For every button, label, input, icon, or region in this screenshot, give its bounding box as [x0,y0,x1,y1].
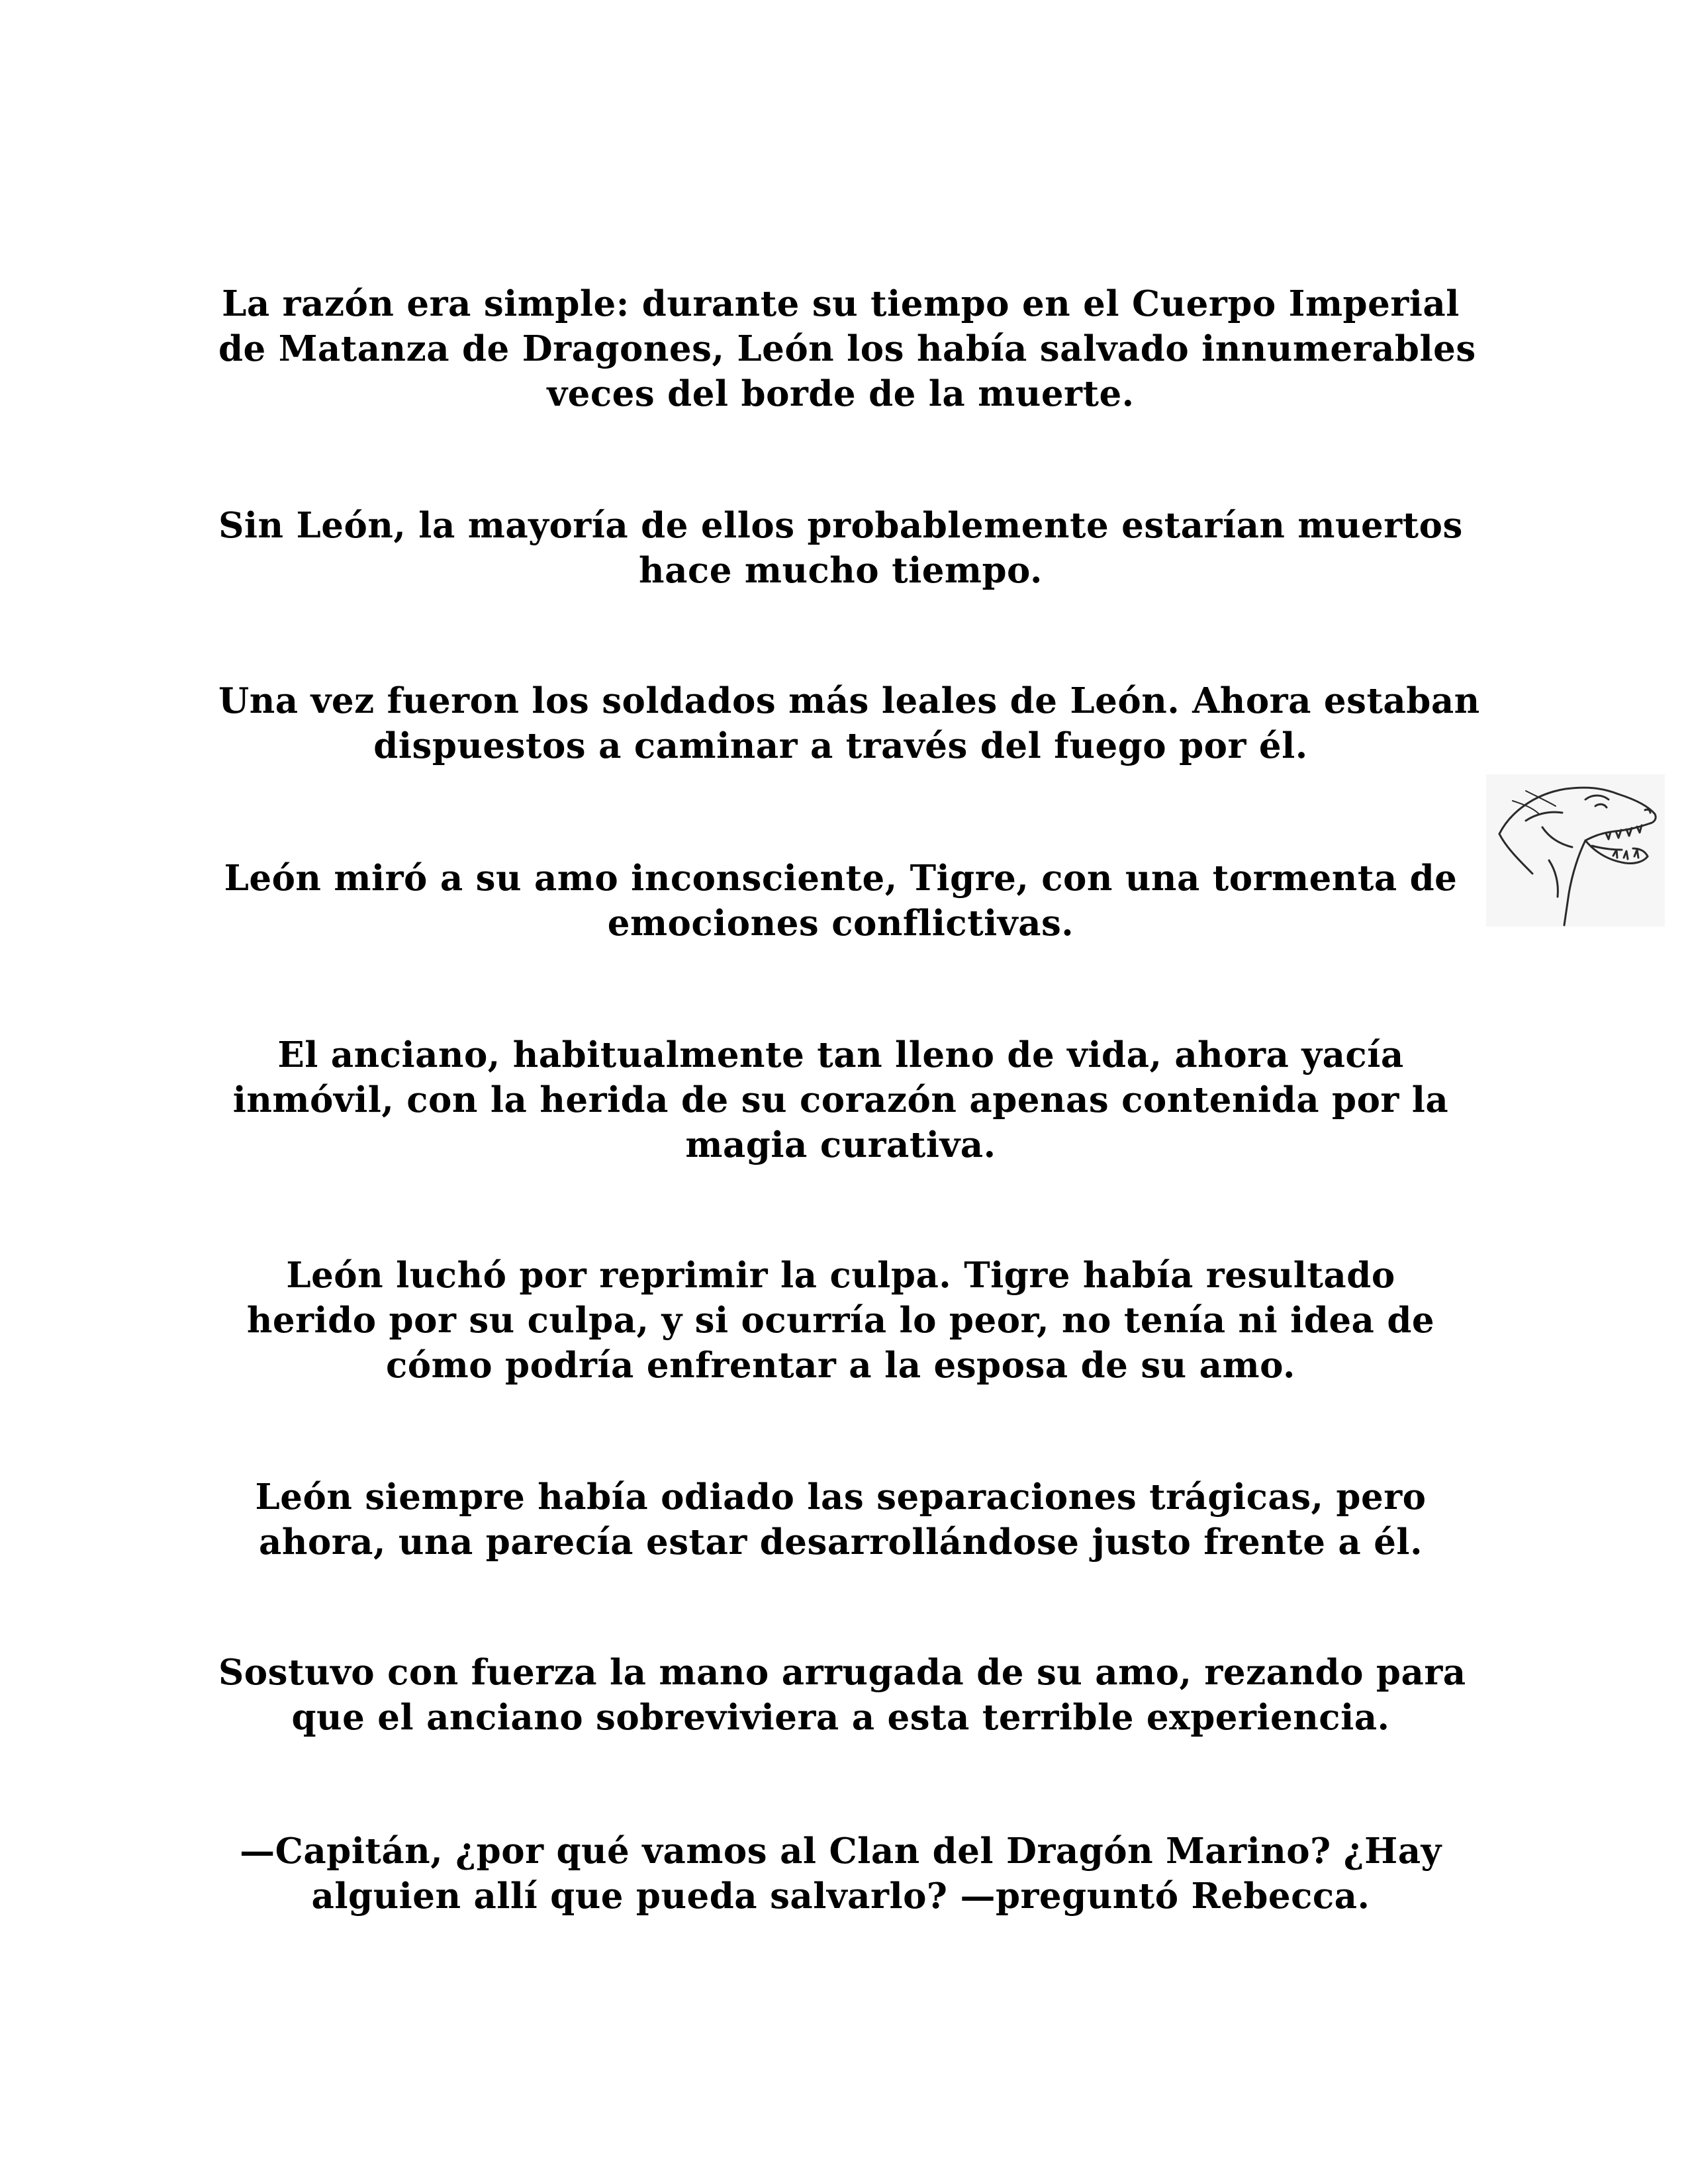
paragraph-line: dispuestos a caminar a través del fuego por él. [373,725,1308,766]
paragraph-6 [218,1253,1463,1388]
paragraph-line: León luchó por reprimir la culpa. Tigre había resultado [286,1255,1395,1296]
paragraph-1 [218,281,1476,416]
paragraph-line: hace mucho tiempo. [639,550,1043,591]
paragraph-4 [218,856,1463,946]
paragraph-line: que el anciano sobreviviera a esta terrible experiencia. [291,1697,1390,1738]
paragraph-line: veces del borde de la muerte. [547,373,1135,414]
paragraph-9 [218,1829,1463,1919]
paragraph-line: —Capitán, ¿por qué vamos al Clan del Dragón Marino? ¿Hay [240,1831,1442,1872]
paragraph-line: León miró a su amo inconsciente, Tigre, con una tormenta de [224,858,1458,899]
paragraph-2 [218,503,1463,593]
paragraph-line: León siempre había odiado las separaciones trágicas, pero [255,1477,1427,1518]
paragraph-line: ahora, una parecía estar desarrollándose justo frente a él. [258,1522,1423,1563]
paragraph-7 [218,1475,1463,1565]
paragraph-line: Una vez fueron los soldados más leales de León. Ahora estaban [218,680,1480,721]
paragraph-line: El anciano, habitualmente tan lleno de vida, ahora yacía [277,1034,1404,1075]
paragraph-line: emociones conflictivas. [607,903,1074,944]
paragraph-8 [218,1650,1466,1740]
paragraph-line: magia curativa. [685,1124,996,1165]
paragraph-line: Sin León, la mayoría de ellos probablemente estarían muertos [218,505,1463,546]
paragraph-line: cómo podría enfrentar a la esposa de su amo. [386,1345,1295,1386]
paragraph-line: de Matanza de Dragones, León los había salvado innumerables [218,328,1476,369]
paragraph-line: inmóvil, con la herida de su corazón apenas contenida por la [232,1079,1449,1120]
paragraph-line: Sostuvo con fuerza la mano arrugada de su amo, rezando para [218,1652,1466,1693]
dinosaur-head-icon [1486,774,1665,927]
paragraph-5 [218,1032,1463,1167]
paragraph-3 [218,678,1480,768]
paragraph-line: alguien allí que pueda salvarlo? —preguntó Rebecca. [311,1876,1370,1917]
paragraph-line: La razón era simple: durante su tiempo en el Cuerpo Imperial [222,283,1460,324]
paragraph-line: herido por su culpa, y si ocurría lo peor, no tenía ni idea de [246,1300,1435,1341]
